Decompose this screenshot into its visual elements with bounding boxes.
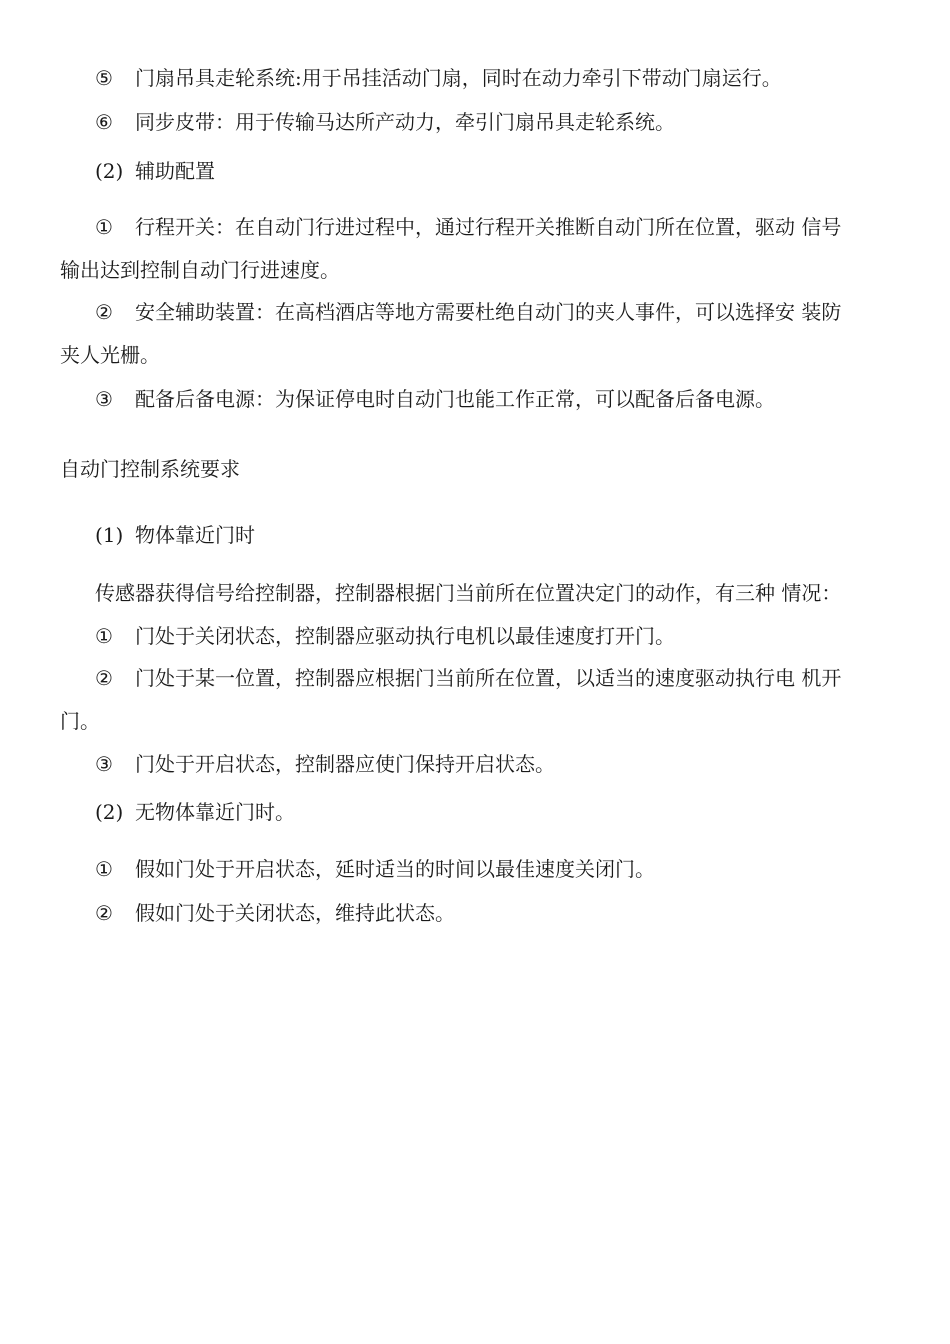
item-number: ① [95,857,113,881]
list-item [95,385,950,413]
item-text: 同步皮带：用于传输马达所产动力，牵引门扇吊具走轮系统。 [135,110,675,134]
item-continuation: 门。 [60,709,100,733]
item-text: 门扇吊具走轮系统:用于吊挂活动门扇，同时在动力牵引下带动门扇运行。 [135,66,782,90]
subsection-title [95,157,950,185]
item-number: ② [95,300,113,324]
item-number: ② [95,901,113,925]
item-continuation: 夹人光栅。 [60,343,160,367]
item-text: 门处于开启状态，控制器应使门保持开启状态。 [135,752,555,776]
list-item [95,855,950,883]
subsection-title [95,798,950,826]
list-item [95,899,950,927]
item-number: ① [95,624,113,648]
item-number: ⑥ [95,110,113,134]
item-number: ③ [95,752,113,776]
subsection-label: (2) [95,800,124,824]
list-item [95,298,950,326]
subsection-text: 辅助配置 [135,159,215,183]
item-text: 配备后备电源：为保证停电时自动门也能工作正常，可以配备后备电源。 [135,387,775,411]
subsection-text: 无物体靠近门时。 [135,800,295,824]
item-text: 假如门处于开启状态，延时适当的时间以最佳速度关闭门。 [135,857,655,881]
item-text: 安全辅助装置：在高档酒店等地方需要杜绝自动门的夹人事件，可以选择安 装防 [135,300,842,324]
item-text: 门处于关闭状态，控制器应驱动执行电机以最佳速度打开门。 [135,624,675,648]
list-item [95,108,950,136]
item-text: 门处于某一位置，控制器应根据门当前所在位置，以适当的速度驱动执行电 机开 [135,666,842,690]
subsection-title [95,521,950,549]
item-number: ③ [95,387,113,411]
subsection-label: (2) [95,159,124,183]
item-number: ② [95,666,113,690]
list-item [95,750,950,778]
item-number: ① [95,215,113,239]
list-item [95,664,950,692]
section-heading: 自动门控制系统要求 [60,457,240,481]
subsection-text: 物体靠近门时 [135,523,255,547]
item-continuation: 输出达到控制自动门行进速度。 [60,258,340,282]
list-item [95,622,950,650]
list-item [95,213,950,241]
item-number: ⑤ [95,66,113,90]
item-text: 行程开关：在自动门行进过程中，通过行程开关推断自动门所在位置，驱动 信号 [135,215,842,239]
subsection-label: (1) [95,523,124,547]
item-text: 假如门处于关闭状态，维持此状态。 [135,901,455,925]
list-item [95,64,950,92]
paragraph: 传感器获得信号给控制器，控制器根据门当前所在位置决定门的动作，有三种 情况： [95,581,842,605]
